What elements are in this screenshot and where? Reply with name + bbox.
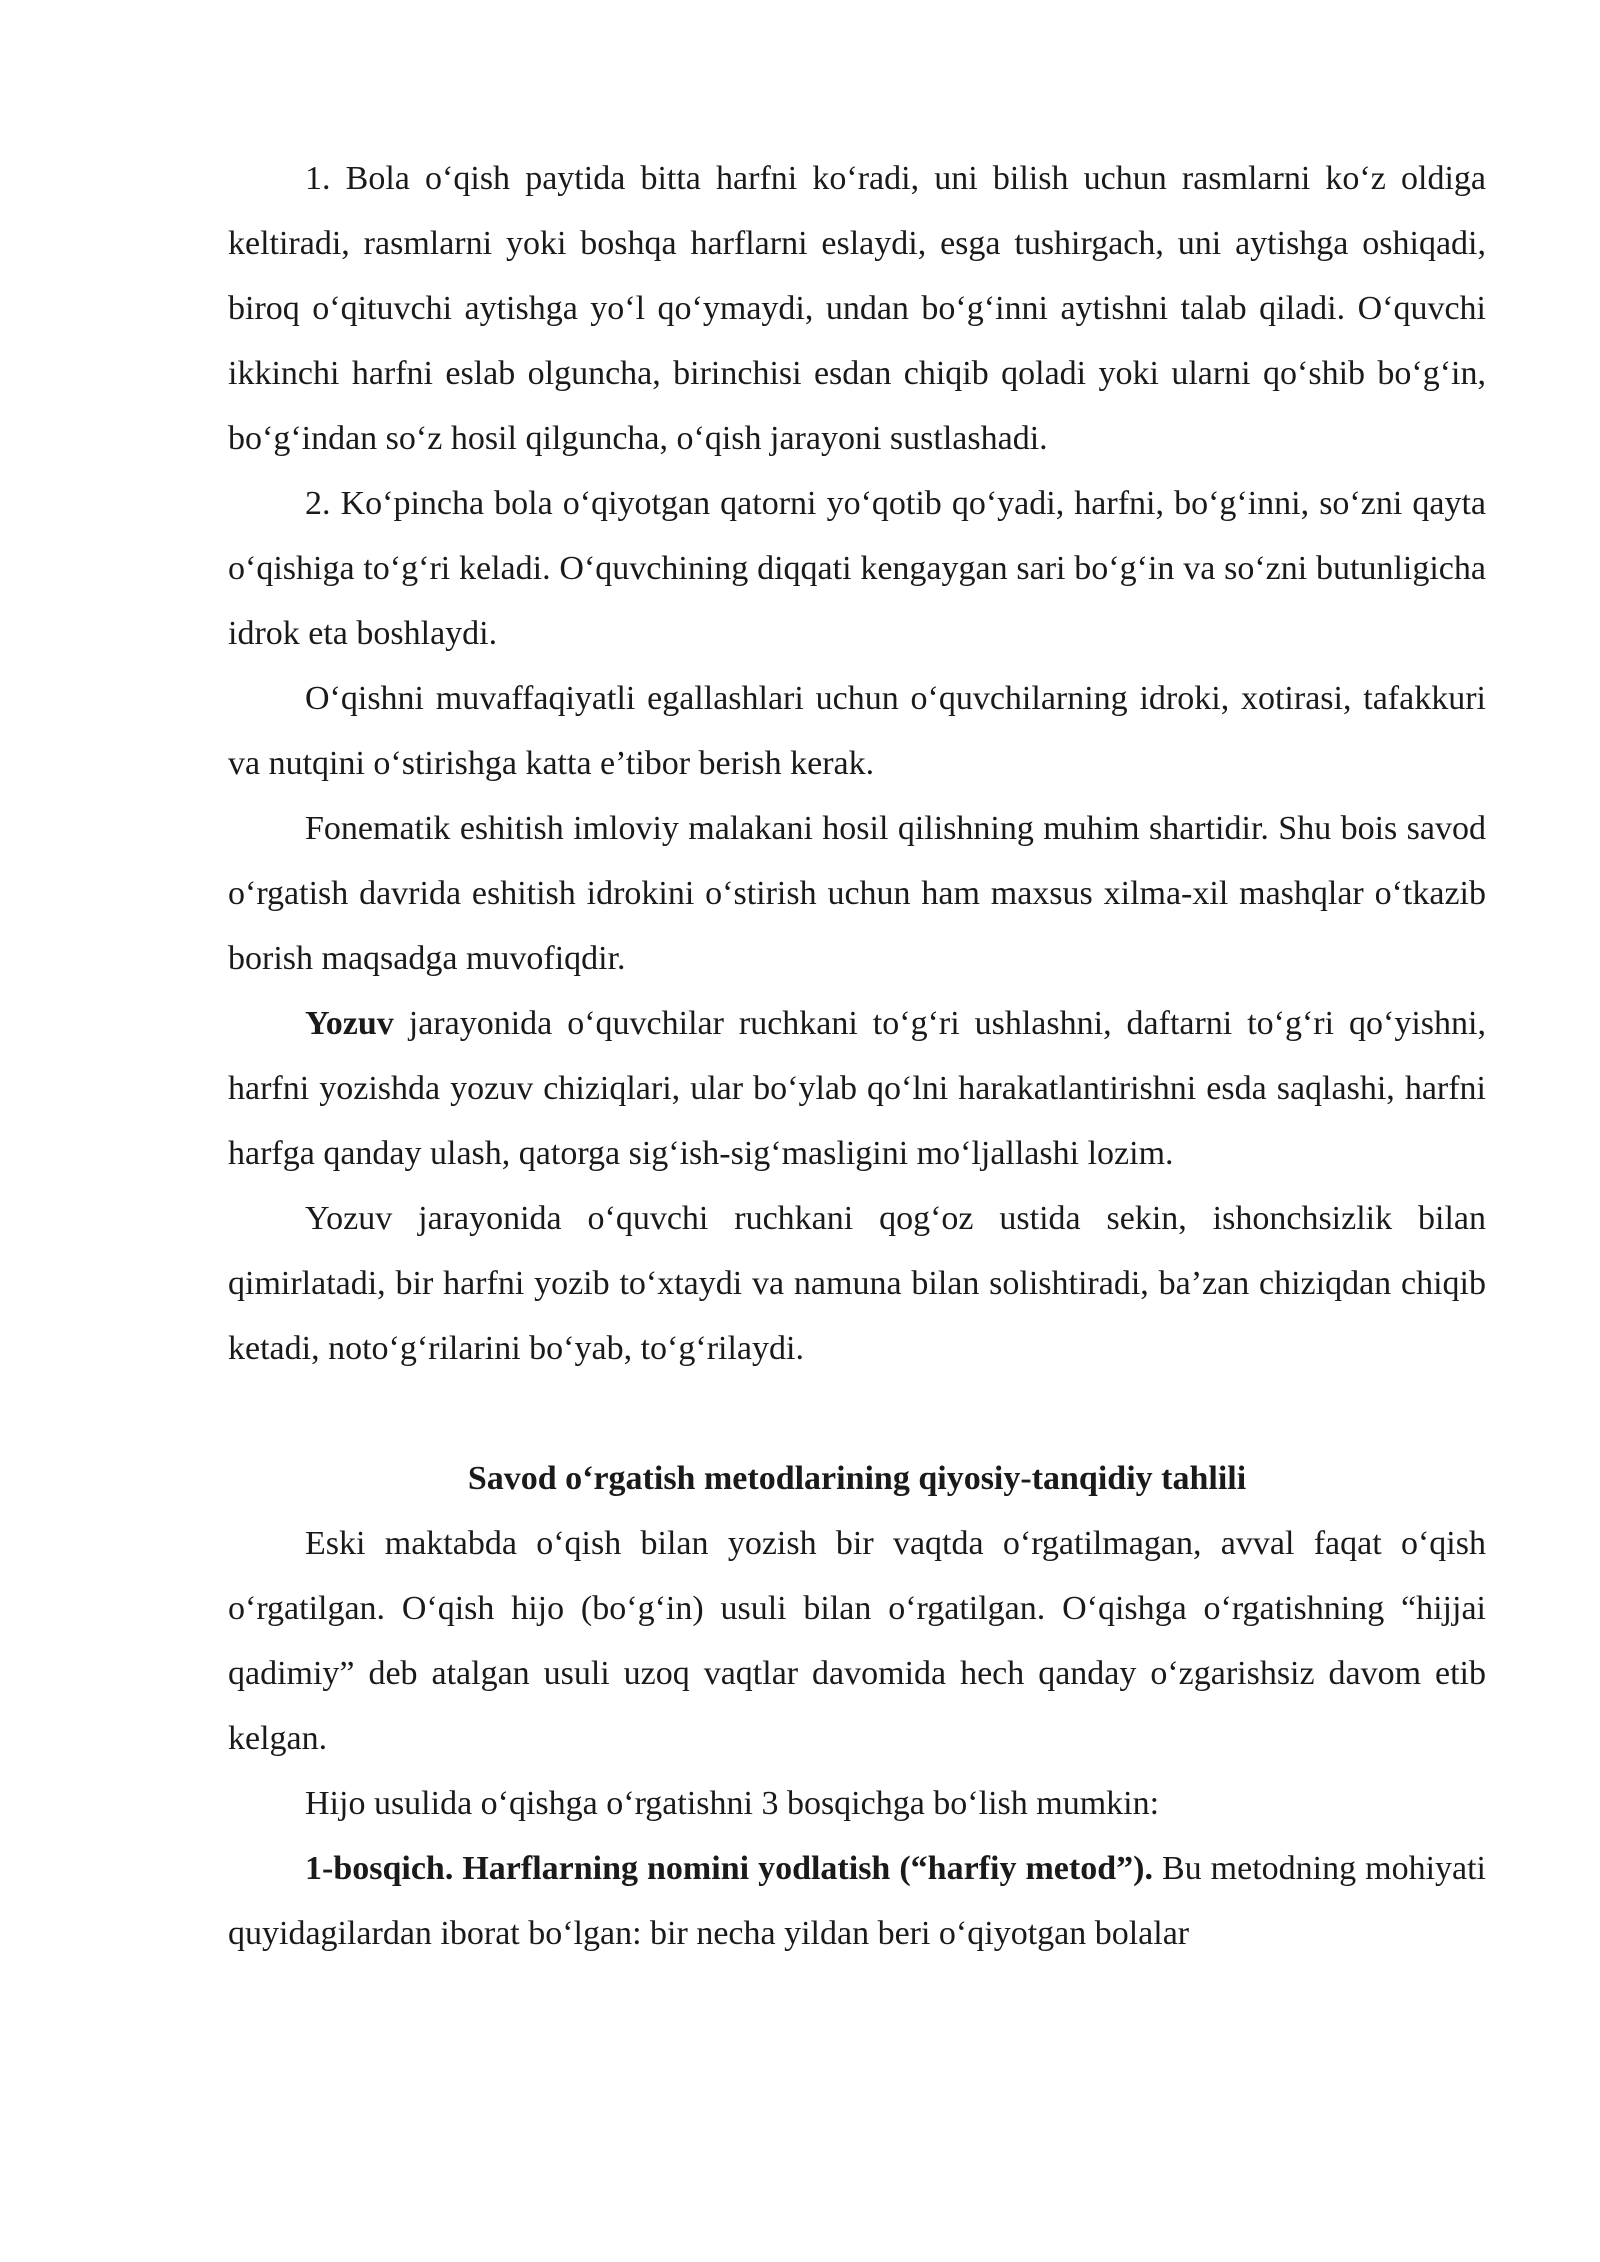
paragraph-text: Hijo usulida o‘qishga o‘rgatishni 3 bosqichga bo‘lish mumkin: bbox=[305, 1785, 1160, 1822]
paragraph-2 bbox=[228, 471, 1486, 666]
paragraph-text: Yozuv jarayonida o‘quvchi ruchkani qog‘oz ustida sekin, ishonchsizlik bilan qimirlatadi, bir harfni yozib to‘xtaydi va namuna bilan solishtiradi, ba’zan chiziqdan chiqib ketadi, noto‘g‘rilarini bo‘yab, to‘g‘rilaydi. bbox=[228, 1200, 1486, 1367]
document-page bbox=[228, 146, 1486, 1966]
paragraph-7 bbox=[228, 1511, 1486, 1771]
paragraph-text: 2. Ko‘pincha bola o‘qiyotgan qatorni yo‘qotib qo‘yadi, harfni, bo‘g‘inni, so‘zni qayta o‘qishiga to‘g‘ri keladi. O‘quvchining diqqati kengaygan sari bo‘g‘in va so‘zni butunligicha idrok eta boshlaydi. bbox=[228, 485, 1486, 652]
paragraph-text: jarayonida o‘quvchilar ruchkani to‘g‘ri ushlashni, daftarni to‘g‘ri qo‘yishni, harfni yozishda yozuv chiziqlari, ular bo‘ylab qo‘lni harakatlantirishni esda saqlashi, harfni harfga qanday ulash, qatorga sig‘ish-sig‘masligini mo‘ljallashi lozim. bbox=[228, 1005, 1486, 1172]
paragraph-text: Bu metodning mohiyati quyidagilardan iborat bo‘lgan: bir necha yildan beri o‘qiyotgan bolalar bbox=[228, 1850, 1487, 1952]
paragraph-8 bbox=[228, 1771, 1486, 1836]
paragraph-text: Fonematik eshitish imloviy malakani hosil qilishning muhim shartidir. Shu bois savod o‘rgatish davrida eshitish idrokini o‘stirish uchun ham maxsus xilma-xil mashqlar o‘tkazib borish maqsadga muvofiqdir. bbox=[228, 810, 1486, 977]
paragraph-text: O‘qishni muvaffaqiyatli egallashlari uchun o‘quvchilarning idroki, xotirasi, tafakkuri va nutqini o‘stirishga katta e’tibor berish kerak. bbox=[228, 680, 1486, 782]
paragraph-text: Eski maktabda o‘qish bilan yozish bir vaqtda o‘rgatilmagan, avval faqat o‘qish o‘rgatilgan. O‘qish hijo (bo‘g‘in) usuli bilan o‘rgatilgan. O‘qishga o‘rgatishning “hijjai qadimiy” deb atalgan usuli uzoq vaqtlar davomida hech qanday o‘zgarishsiz davom etib kelgan. bbox=[228, 1525, 1486, 1757]
paragraph-3 bbox=[228, 666, 1486, 796]
paragraph-9 bbox=[228, 1836, 1486, 1966]
paragraph-4 bbox=[228, 796, 1486, 991]
bold-term: Yozuv bbox=[305, 1005, 394, 1042]
bold-term: 1-bosqich. Harflarning nomini yodlatish (“harfiy metod”). bbox=[305, 1850, 1153, 1887]
section-heading: Savod o‘rgatish metodlarining qiyosiy-tanqidiy tahlili bbox=[467, 1460, 1247, 1497]
paragraph-text: 1. Bola o‘qish paytida bitta harfni ko‘radi, uni bilish uchun rasmlarni ko‘z oldiga keltiradi, rasmlarni yoki boshqa harflarni eslaydi, esga tushirgach, uni aytishga oshiqadi, biroq o‘qituvchi aytishga yo‘l qo‘ymaydi, undan bo‘g‘inni aytishni talab qiladi. O‘quvchi ikkinchi harfni eslab olguncha, birinchisi esdan chiqib qoladi yoki ularni qo‘shib bo‘g‘in, bo‘g‘indan so‘z hosil qilguncha, o‘qish jarayoni sustlashadi. bbox=[228, 160, 1486, 457]
paragraph-5 bbox=[228, 991, 1486, 1186]
paragraph-6 bbox=[228, 1186, 1486, 1381]
paragraph-1 bbox=[228, 146, 1486, 471]
